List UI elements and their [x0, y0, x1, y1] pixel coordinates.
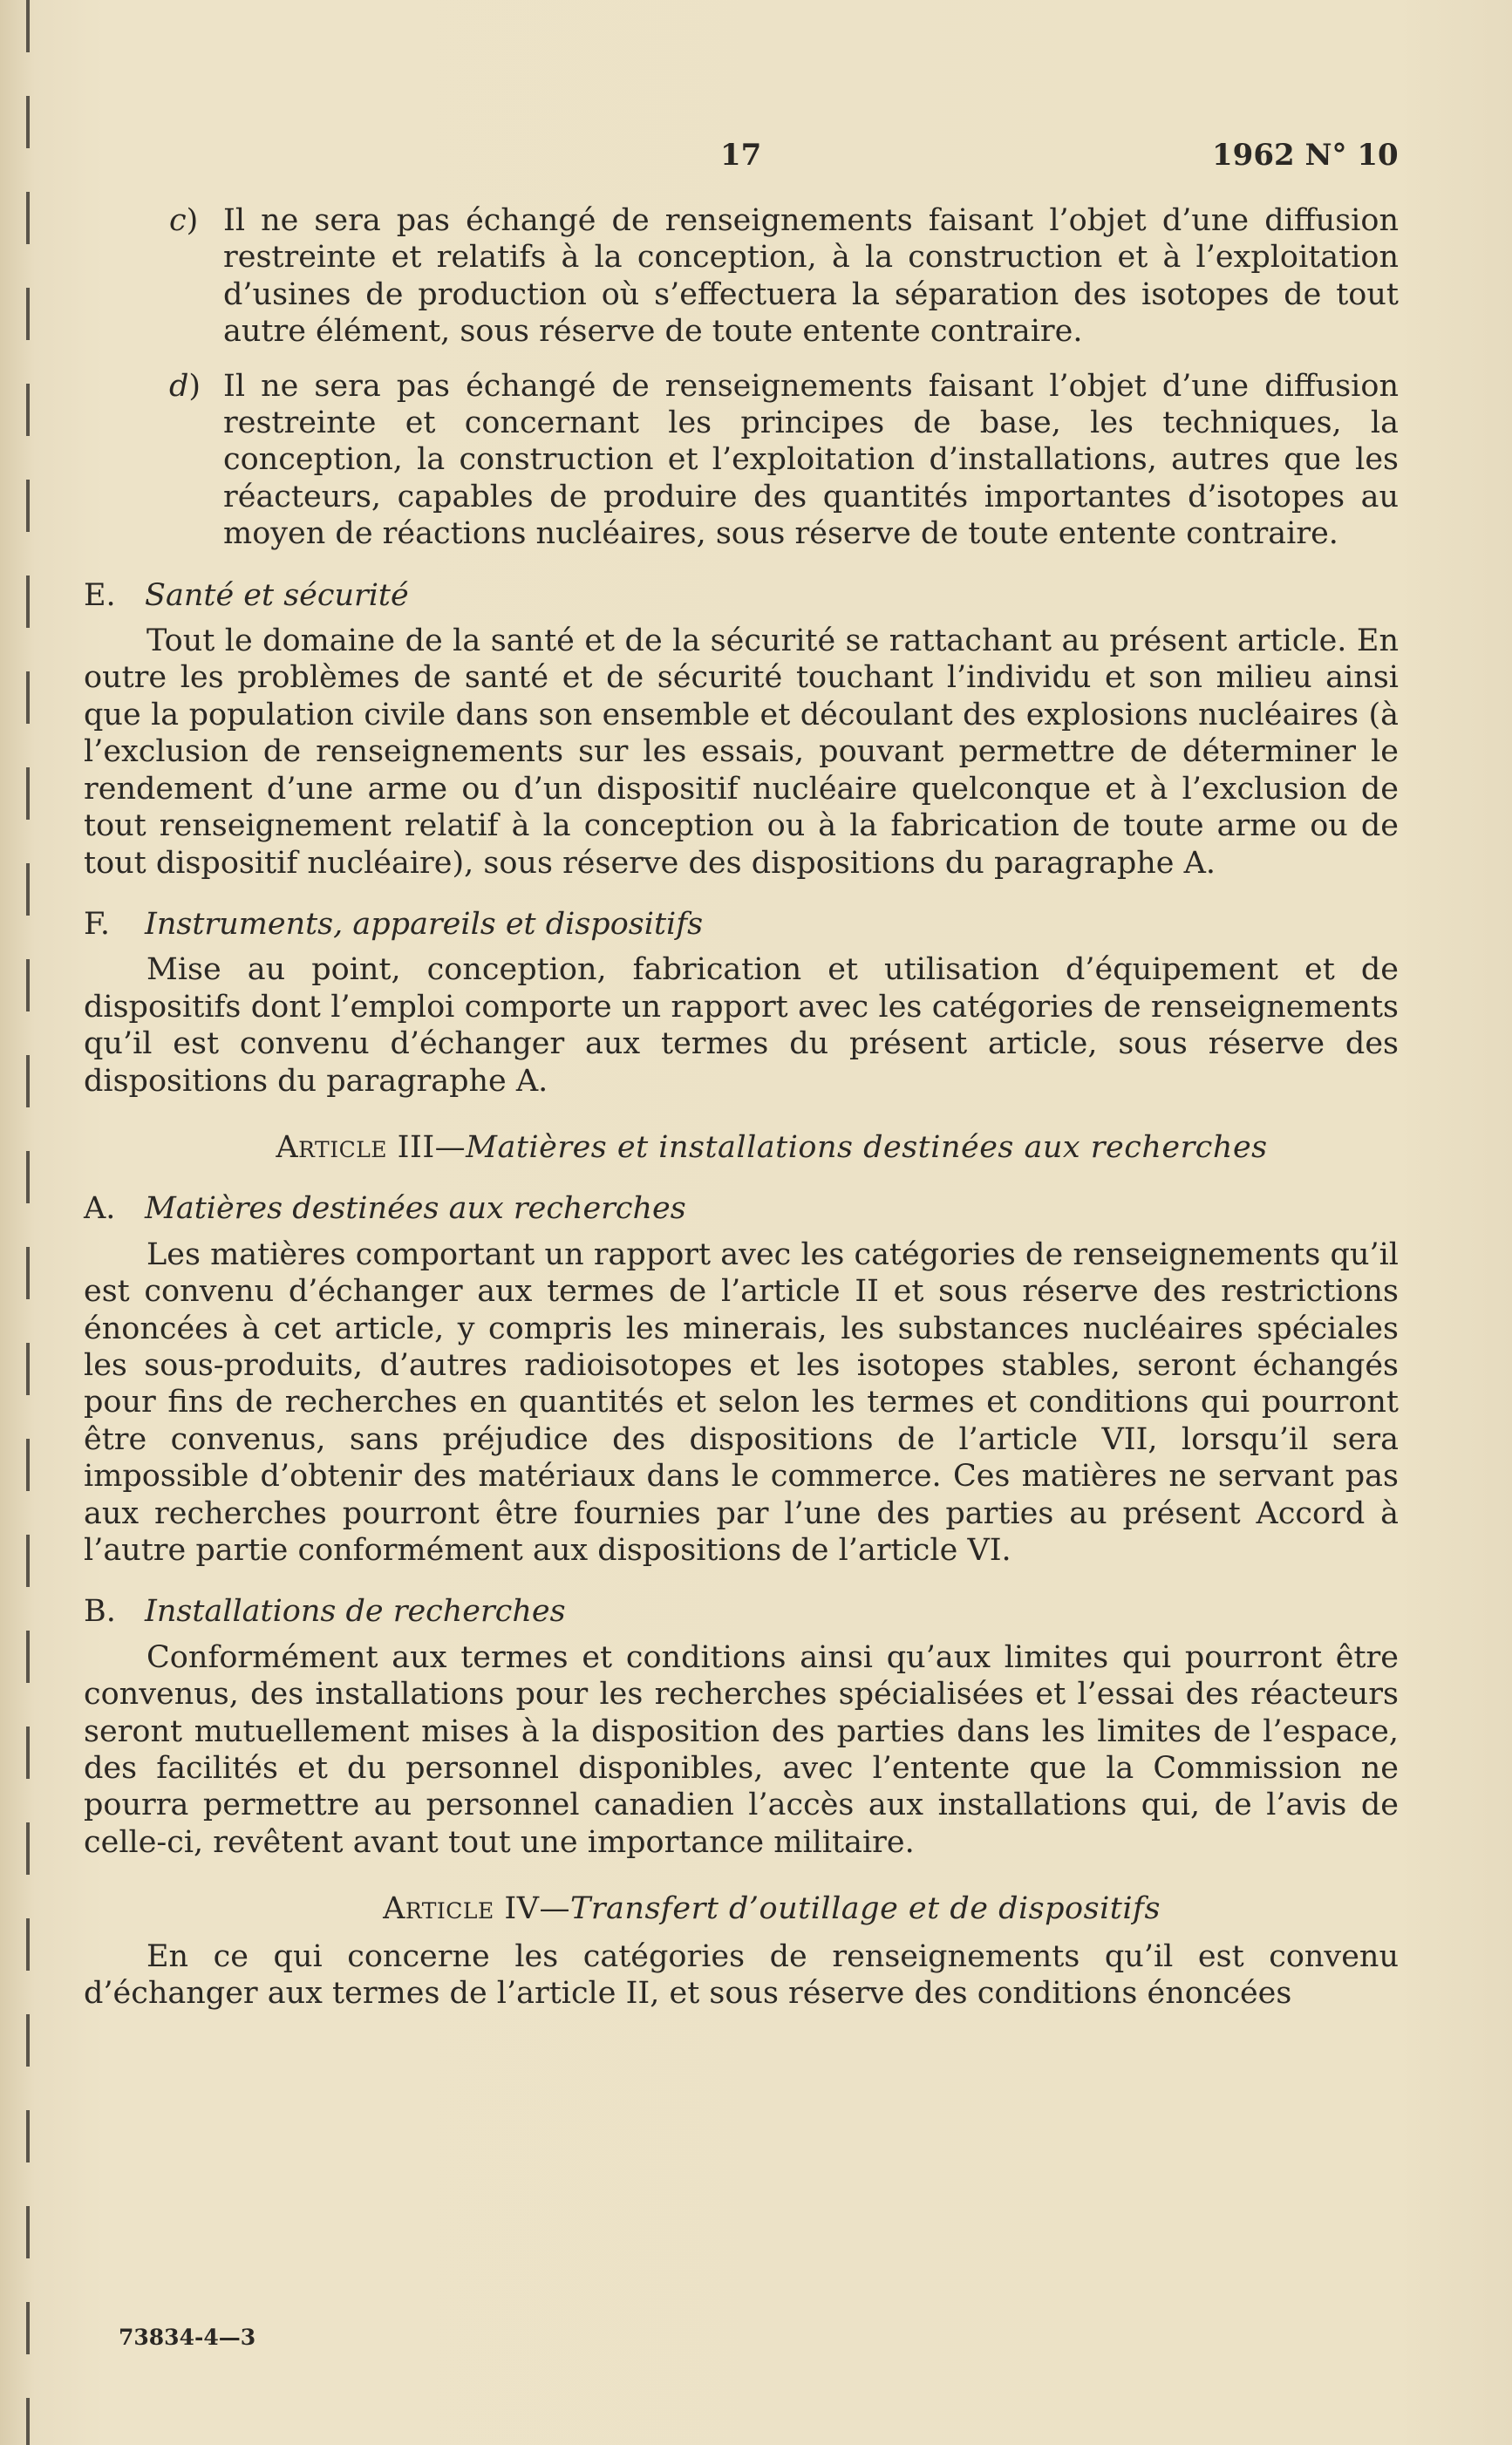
section-heading-e	[84, 577, 1399, 614]
article-dash: —	[539, 1891, 570, 1927]
section-letter: F.	[84, 906, 110, 942]
printer-code: 73834-4—3	[119, 2325, 256, 2350]
article-title: Transfert d’outillage et de dispositifs	[569, 1891, 1161, 1927]
document-reference: 1962 N° 10	[1212, 138, 1399, 173]
section-heading-iii-b	[84, 1593, 1399, 1630]
binding-edge	[26, 0, 30, 2445]
page-number: 17	[720, 138, 762, 173]
article-label: Article IV	[383, 1891, 540, 1927]
article-paragraph: En ce qui concerne les catégories de renseignements qu’il est convenu d’échanger aux termes de l’article II, et sous réserve des conditions énoncées	[84, 1938, 1399, 2012]
item-text: Il ne sera pas échangé de renseignements faisant l’objet d’une diffusion restreinte et relatifs à la conception, à la construction et à l’exploitation d’usines de production où s’effectuera la séparation des isotopes de tout autre élément, sous réserve de toute entente contraire.	[223, 203, 1399, 350]
page-header	[0, 138, 1512, 181]
article-heading-iv	[145, 1890, 1399, 1927]
article-dash: —	[434, 1129, 467, 1165]
section-heading-f	[84, 906, 1399, 943]
section-letter: A.	[84, 1191, 116, 1227]
section-paragraph: Mise au point, conception, fabrication et utilisation d’équipement et de dispositifs dont l’emploi comporte un rapport avec les catégories de renseignements qu’il est convenu d’échanger aux termes du présent article, sous réserve des dispositions du paragraphe A.	[84, 952, 1399, 1099]
section-letter: B.	[84, 1594, 116, 1630]
section-paragraph: Les matières comportant un rapport avec les catégories de renseignements qu’il est convenu d’échanger aux termes de l’article II et sous réserve des restrictions énoncées à cet article, y compris les minerais, les substances nucléaires spéciales les sous-produits, d’autres radioisotopes et les isotopes stables, seront échangés pour fins de recherches en quantités et selon les termes et conditions qui pourront être convenus, sans préjudice des dispositions de l’article VII, lorsqu’il sera impossible d’obtenir des matériaux dans le commerce. Ces matières ne servant pas aux recherches pourront être fournies par l’une des parties au présent Accord à l’autre partie conformément aux dispositions de l’article VI.	[84, 1236, 1399, 1568]
article-heading-iii	[145, 1129, 1399, 1166]
section-title: Matières destinées aux recherches	[145, 1191, 686, 1227]
list-item-c	[84, 202, 1399, 351]
article-label: Article III	[276, 1129, 435, 1165]
section-paragraph: Conformément aux termes et conditions ainsi qu’aux limites qui pourront être convenus, des installations pour les recherches spécialisées et l’essai des réacteurs seront mutuellement mises à la disposition des parties dans les limites de l’espace, des facilités et du personnel disponibles, avec l’entente que la Commission ne pourra permettre au personnel canadien l’accès aux installations qui, de l’avis de celle-ci, revêtent avant tout une importance militaire.	[84, 1639, 1399, 1860]
section-title: Instruments, appareils et dispositifs	[145, 906, 704, 942]
section-letter: E.	[84, 577, 116, 613]
document-body	[84, 202, 1399, 2024]
section-paragraph: Tout le domaine de la santé et de la sécurité se rattachant au présent article. En outre les problèmes de santé et de sécurité touchant l’individu et son milieu ainsi que la population civile dans son ensemble et découlant des explosions nucléaires (à l’exclusion de renseignements sur les essais, pouvant permettre de déterminer le rendement d’une arme ou d’un dispositif nucléaire quelconque et à l’exclusion de tout renseignement relatif à la conception ou à la fabrication de toute arme ou de tout dispositif nucléaire), sous réserve des dispositions du paragraphe A.	[84, 623, 1399, 881]
item-label: c)	[169, 203, 199, 238]
section-title: Santé et sécurité	[145, 577, 409, 613]
list-item-d	[84, 368, 1399, 553]
article-title: Matières et installations destinées aux recherches	[466, 1129, 1268, 1165]
item-label: d)	[169, 368, 201, 404]
item-text: Il ne sera pas échangé de renseignements faisant l’objet d’une diffusion restreinte et concernant les principes de base, les techniques, la conception, la construction et l’exploitation d’installations, autres que les réacteurs, capables de produire des quantités importantes d’isotopes au moyen de réactions nucléaires, sous réserve de toute entente contraire.	[223, 368, 1399, 552]
section-heading-iii-a	[84, 1190, 1399, 1227]
section-title: Installations de recherches	[145, 1594, 566, 1630]
